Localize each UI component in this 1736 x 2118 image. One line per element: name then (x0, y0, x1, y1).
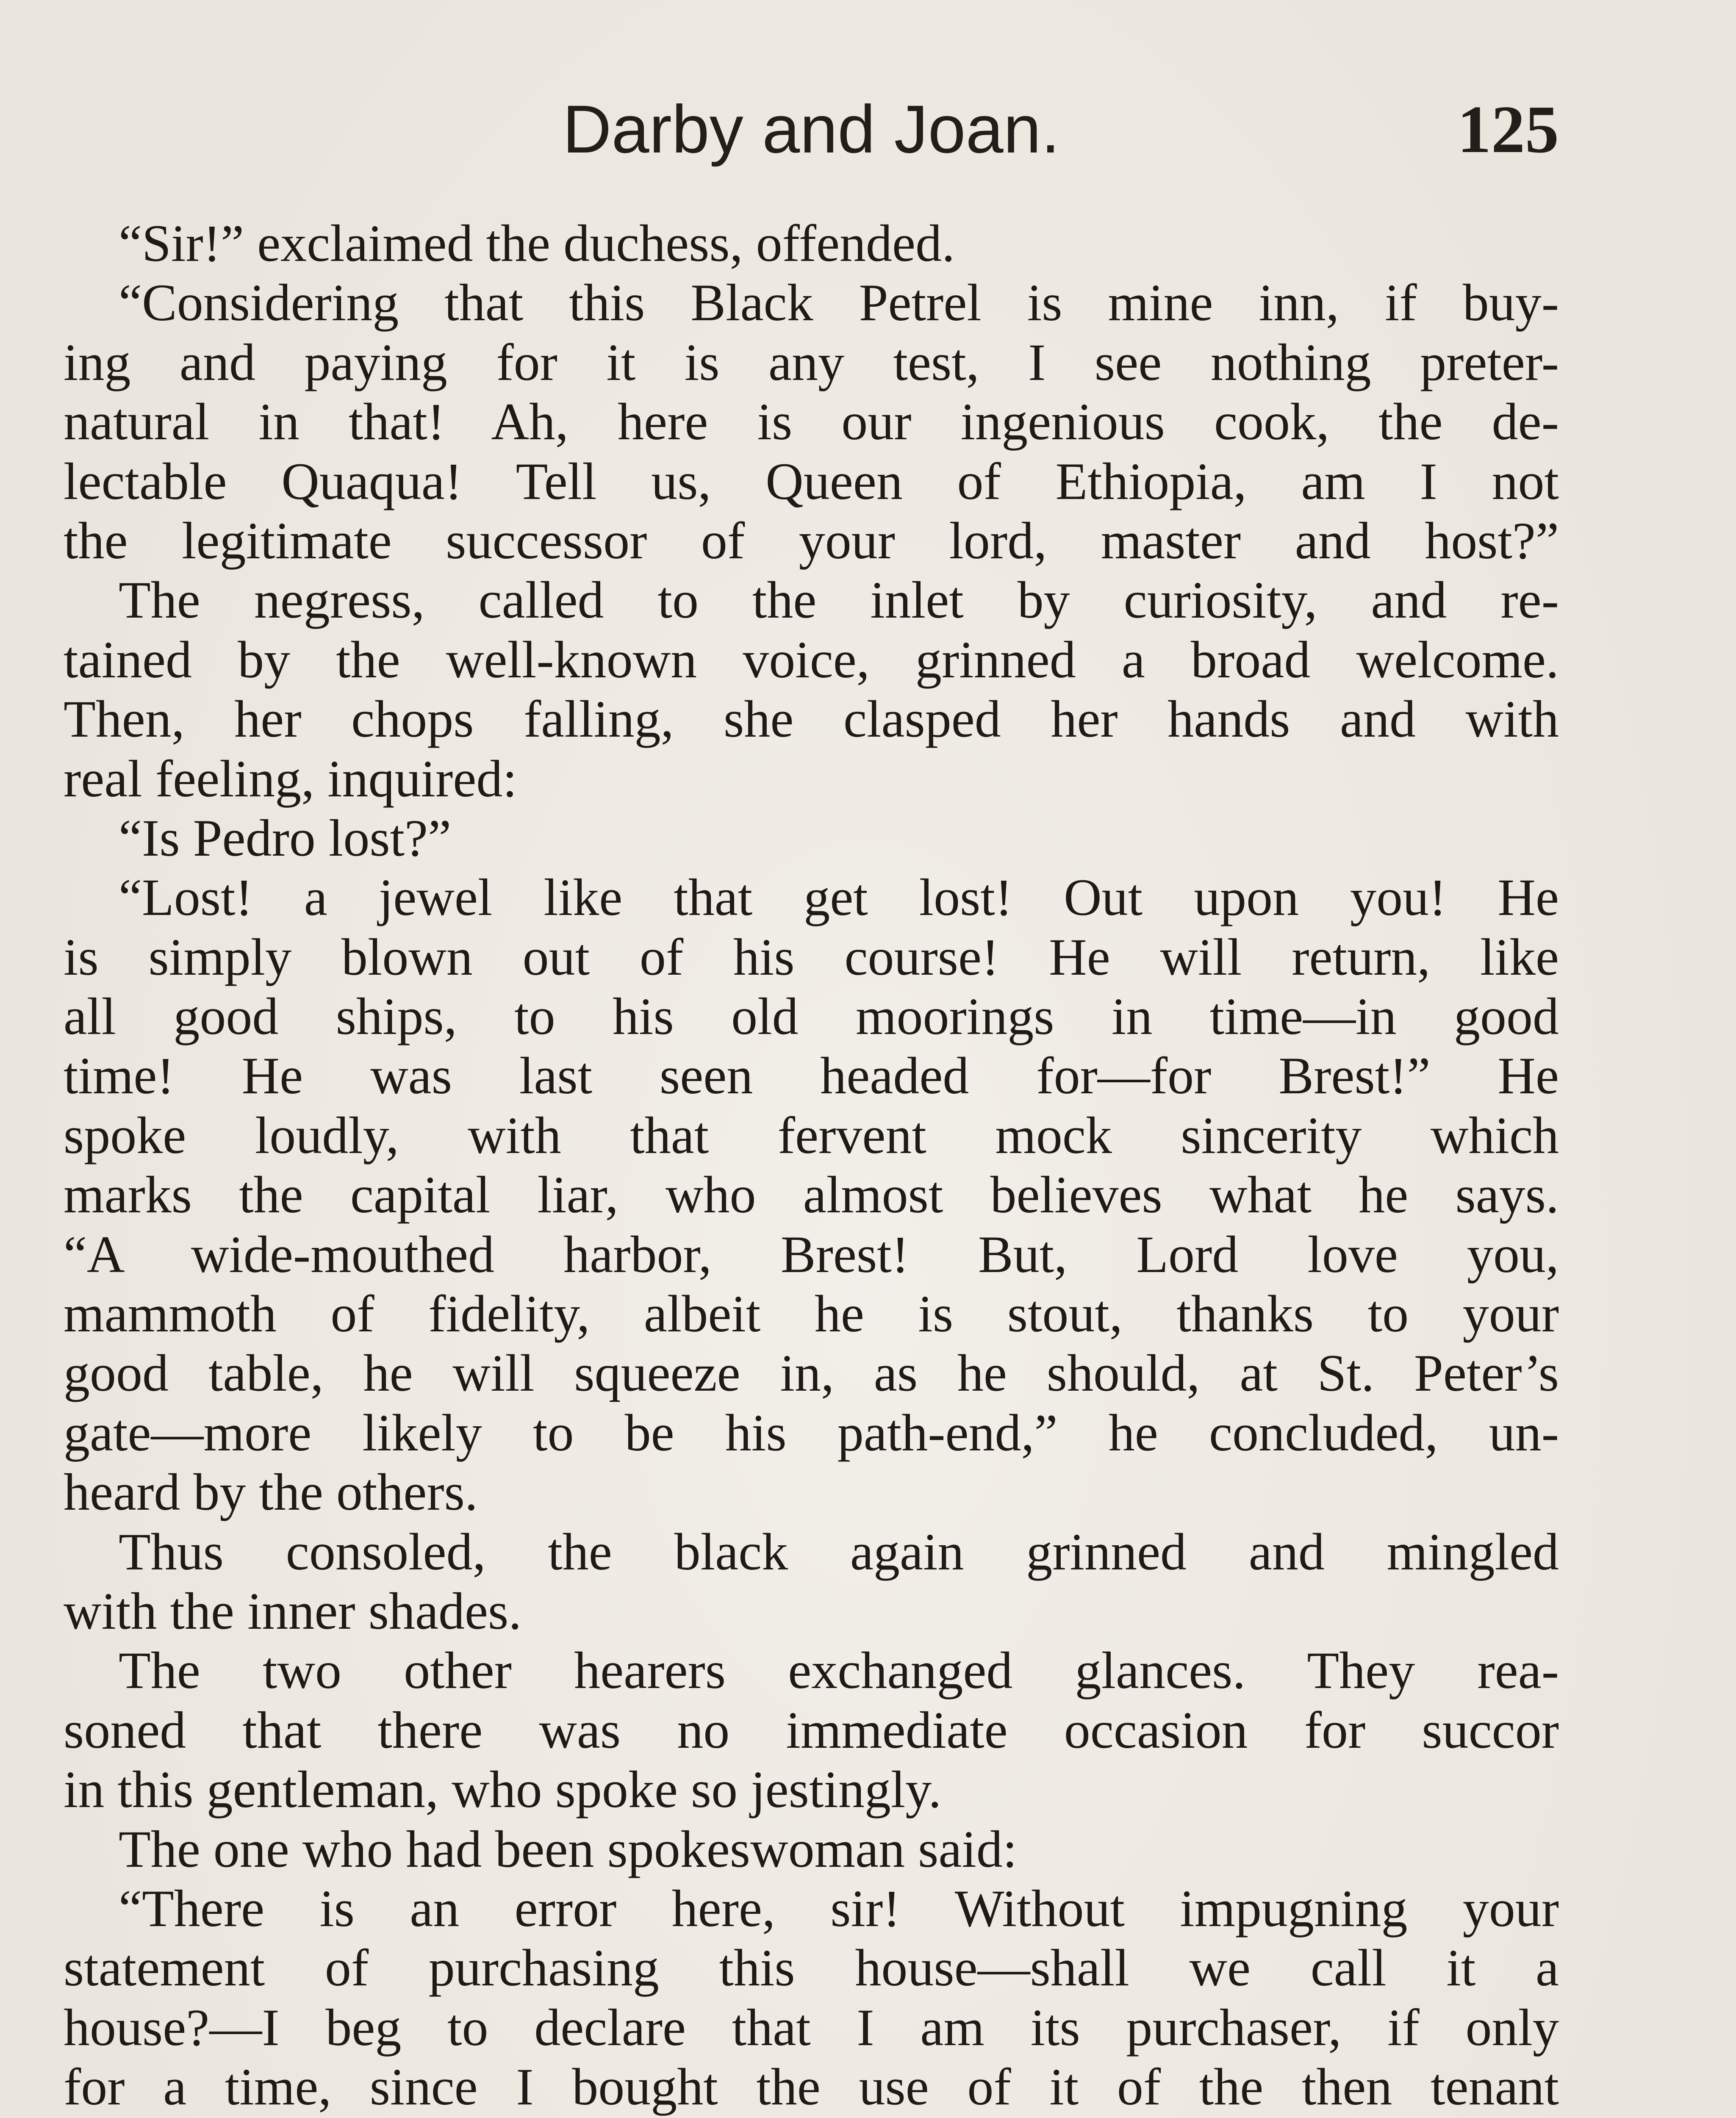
text-line: “There is an error here, sir! Without impugning your (119, 1879, 1559, 1938)
text-line: “Sir!” exclaimed the duchess, offended. (119, 214, 955, 272)
page-number: 125 (1457, 91, 1559, 167)
text-line: time! He was last seen headed for—for Brest!” He (64, 1047, 1559, 1105)
text-line: ing and paying for it is any test, I see nothing preter- (64, 333, 1559, 391)
text-line: The two other hearers exchanged glances. They rea- (119, 1641, 1559, 1700)
text-line: in this gentleman, who spoke so jestingly. (64, 1760, 942, 1819)
text-line: heard by the others. (64, 1463, 478, 1522)
text-line: Then, her chops falling, she clasped her hands and with (64, 690, 1559, 749)
text-line: marks the capital liar, who almost believes what he says. (64, 1166, 1559, 1224)
text-line: natural in that! Ah, here is our ingenious cook, the de- (64, 393, 1559, 451)
text-line: tained by the well-known voice, grinned a broad welcome. (64, 630, 1559, 689)
text-line: spoke loudly, with that fervent mock sincerity which (64, 1106, 1559, 1164)
text-line: is simply blown out of his course! He will return, like (64, 928, 1559, 986)
running-title: Darby and Joan. (562, 91, 1060, 167)
running-head (64, 80, 1559, 178)
text-line: “Lost! a jewel like that get lost! Out upon you! He (119, 868, 1559, 927)
text-line: real feeling, inquired: (64, 749, 517, 808)
text-line: “Is Pedro lost?” (119, 809, 452, 867)
text-line: good table, he will squeeze in, as he should, at St. Peter’s (64, 1344, 1559, 1403)
text-line: statement of purchasing this house—shall we call it a (64, 1939, 1559, 1997)
text-line: all good ships, to his old moorings in time—in good (64, 987, 1559, 1046)
text-line: The negress, called to the inlet by curiosity, and re- (119, 571, 1559, 629)
text-line: house?—I beg to declare that I am its purchaser, if only (64, 1998, 1559, 2057)
text-line: mammoth of fidelity, albeit he is stout, thanks to your (64, 1285, 1559, 1343)
text-line: Thus consoled, the black again grinned and mingled (119, 1522, 1559, 1581)
text-line: the legitimate successor of your lord, master and host?” (64, 511, 1559, 570)
text-line: soned that there was no immediate occasion for succor (64, 1701, 1559, 1759)
text-line: “A wide-mouthed harbor, Brest! But, Lord love you, (64, 1225, 1559, 1284)
text-line: “Considering that this Black Petrel is mine inn, if buy- (119, 274, 1559, 332)
text-line: The one who had been spokeswoman said: (119, 1820, 1018, 1878)
text-line: for a time, since I bought the use of it of the then tenant (64, 2058, 1559, 2116)
body-text (64, 214, 1559, 2118)
text-line: lectable Quaqua! Tell us, Queen of Ethiopia, am I not (64, 452, 1559, 510)
text-line: gate—more likely to be his path-end,” he concluded, un- (64, 1403, 1559, 1462)
text-line: with the inner shades. (64, 1582, 522, 1640)
